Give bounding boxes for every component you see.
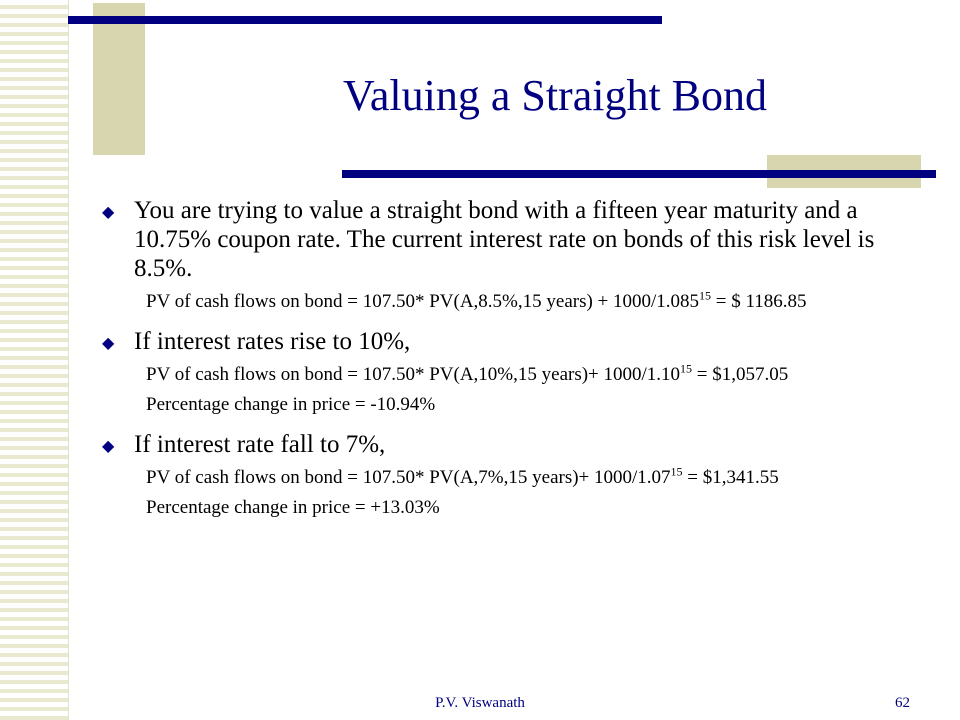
page-number: 62 <box>895 695 910 711</box>
mid-bar-decoration <box>342 170 936 178</box>
sub-item <box>130 497 928 519</box>
sub-text-after: = $ 1186.85 <box>711 291 807 312</box>
exponent: 15 <box>699 288 712 303</box>
sub-text-after: = $1,341.55 <box>682 467 779 488</box>
bullet-text: If interest rate fall to 7%, <box>134 431 386 458</box>
sub-item <box>130 361 928 386</box>
bullet-text: You are trying to value a straight bond with a fifteen year maturity and a 10.75% coupon rate. The current interest rate on bonds of this risk level is 8.5%. <box>134 197 875 282</box>
bullet-item <box>102 196 928 283</box>
sub-text: Percentage change in price = +13.03% <box>146 497 440 518</box>
exponent: 15 <box>680 361 693 376</box>
slide-title: Valuing a Straight Bond <box>342 71 768 120</box>
sub-item <box>130 394 928 416</box>
sub-text: PV of cash flows on bond = 107.50* PV(A,7%,15 years)+ 1000/1.07 <box>146 467 671 488</box>
side-stripes-decoration <box>0 0 69 720</box>
footer-author: P.V. Viswanath <box>435 695 525 711</box>
sub-text-after: = $1,057.05 <box>692 364 789 385</box>
bullet-text: If interest rates rise to 10%, <box>134 328 411 355</box>
sub-text: PV of cash flows on bond = 107.50* PV(A,10%,15 years)+ 1000/1.10 <box>146 364 681 385</box>
sub-text: Percentage change in price = -10.94% <box>146 394 436 415</box>
slide-content <box>102 190 928 519</box>
sub-text: PV of cash flows on bond = 107.50* PV(A,8.5%,15 years) + 1000/1.085 <box>146 291 700 312</box>
bullet-item <box>102 327 928 356</box>
bullet-item <box>102 430 928 459</box>
vertical-block-decoration <box>93 3 145 155</box>
diamond-bullet-icon: ◆ <box>102 204 115 221</box>
diamond-bullet-icon: ◆ <box>102 438 115 455</box>
exponent: 15 <box>670 464 683 479</box>
top-bar-decoration <box>68 16 662 24</box>
sub-item <box>130 288 928 313</box>
sub-item <box>130 464 928 489</box>
diamond-bullet-icon: ◆ <box>102 335 115 352</box>
